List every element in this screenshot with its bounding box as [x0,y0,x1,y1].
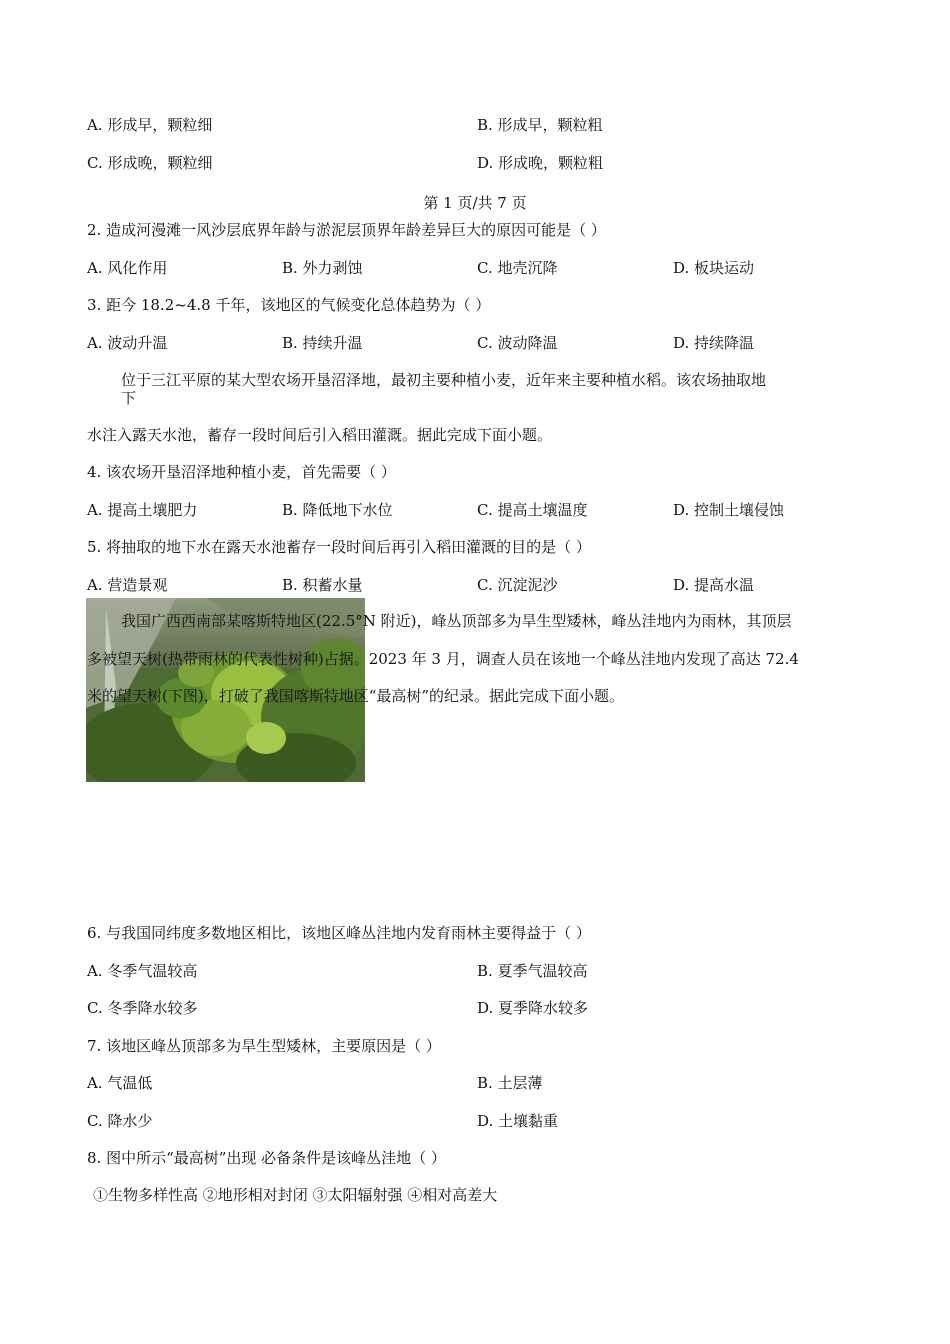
q5-option-a: A. 营造景观 [87,576,168,594]
q7-option-c: C. 降水少 [87,1112,153,1130]
q1-option-c: C. 形成晚，颗粒细 [87,154,213,172]
q2-option-b: B. 外力剥蚀 [282,259,363,277]
q7-option-d: D. 土壤黏重 [477,1112,559,1130]
q4-option-c: C. 提高土壤温度 [477,501,588,519]
q5-option-c: C. 沉淀泥沙 [477,576,558,594]
passage2-line1-wrap: 下 [121,389,137,407]
q6-option-b: B. 夏季气温较高 [477,962,588,980]
q8-stem: 8. 图中所示“最高树”出现 必备条件是该峰丛洼地（ ） [87,1149,446,1167]
q5-option-d: D. 提高水温 [673,576,755,594]
q1-option-b: B. 形成早，颗粒粗 [477,116,603,134]
passage2-line1: 位于三江平原的某大型农场开垦沼泽地，最初主要种植小麦，近年来主要种植水稻。该农场抽取地 [121,371,767,389]
q2-option-a: A. 风化作用 [87,259,168,277]
q1-option-d: D. 形成晚，颗粒粗 [477,154,604,172]
passage3-line3: 米的望天树(下图)，打破了我国喀斯特地区“最高树”的纪录。据此完成下面小题。 [87,687,625,705]
q6-option-c: C. 冬季降水较多 [87,999,198,1017]
q6-option-a: A. 冬季气温较高 [87,962,198,980]
q3-option-b: B. 持续升温 [282,334,363,352]
q4-option-d: D. 控制土壤侵蚀 [673,501,785,519]
q5-stem: 5. 将抽取的地下水在露天水池蓄存一段时间后再引入稻田灌溉的目的是（ ） [87,538,591,556]
q4-option-a: A. 提高土壤肥力 [87,501,198,519]
q4-option-b: B. 降低地下水位 [282,501,393,519]
q6-stem: 6. 与我国同纬度多数地区相比，该地区峰丛洼地内发育雨林主要得益于（ ） [87,924,591,942]
q3-stem: 3. 距今 18.2~4.8 千年，该地区的气候变化总体趋势为（ ） [87,296,491,314]
q4-stem: 4. 该农场开垦沼泽地种植小麦，首先需要（ ） [87,463,396,481]
q5-option-b: B. 积蓄水量 [282,576,363,594]
q3-option-c: C. 波动降温 [477,334,558,352]
q3-option-a: A. 波动升温 [87,334,168,352]
q2-option-d: D. 板块运动 [673,259,755,277]
q8-choices: ①生物多样性高 ②地形相对封闭 ③太阳辐射强 ④相对高差大 [93,1186,498,1204]
q1-option-a: A. 形成早，颗粒细 [87,116,213,134]
q2-stem: 2. 造成河漫滩一风沙层底界年龄与淤泥层顶界年龄差异巨大的原因可能是（ ） [87,221,606,239]
q7-option-b: B. 土层薄 [477,1074,543,1092]
q7-option-a: A. 气温低 [87,1074,153,1092]
passage3-line1: 我国广西西南部某喀斯特地区(22.5°N 附近)，峰丛顶部多为旱生型矮林，峰丛洼地内为雨林，其顶层 [121,612,792,630]
page-footer: 第 1 页/共 7 页 [423,194,527,212]
passage3-line2: 多被望天树(热带雨林的代表性树种)占据。2023 年 3 月，调查人员在该地一个峰丛洼地内发现了高达 72.4 [87,650,799,668]
q2-option-c: C. 地壳沉降 [477,259,558,277]
q3-option-d: D. 持续降温 [673,334,755,352]
q7-stem: 7. 该地区峰丛顶部多为旱生型矮林，主要原因是（ ） [87,1037,441,1055]
passage2-line2: 水注入露天水池，蓄存一段时间后引入稻田灌溉。据此完成下面小题。 [87,426,553,444]
q6-option-d: D. 夏季降水较多 [477,999,589,1017]
